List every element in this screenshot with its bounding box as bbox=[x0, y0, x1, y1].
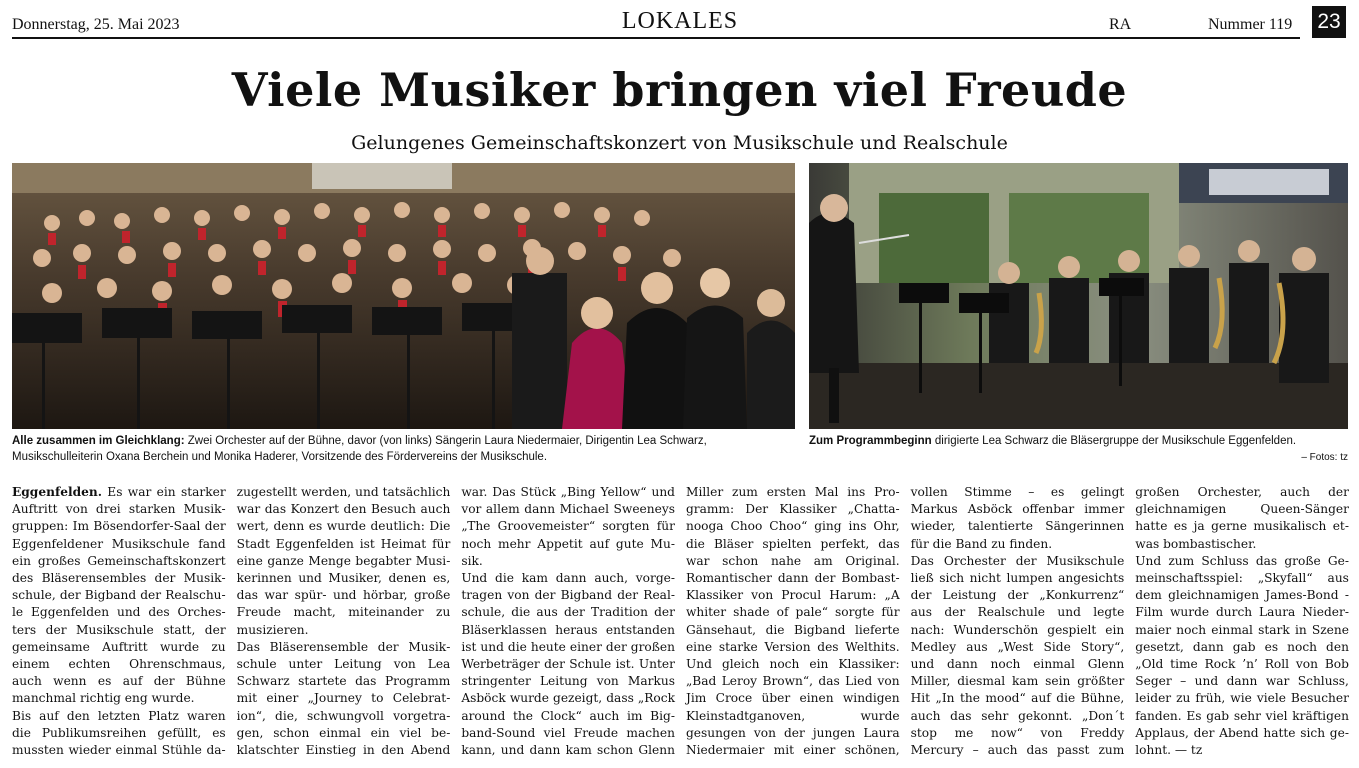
subheadline: Gelungenes Gemeinschaftskonzert von Musikschule und Realschule bbox=[351, 132, 1008, 154]
issue-number: Nummer 119 bbox=[1208, 16, 1293, 33]
issue-date: Donnerstag, 25. Mai 2023 bbox=[12, 16, 180, 33]
header-rule bbox=[12, 37, 1300, 39]
dateline: Eggenfelden. bbox=[12, 485, 102, 499]
photo-brass-ensemble bbox=[809, 163, 1348, 429]
article-body bbox=[12, 484, 1349, 764]
paragraph-3: Das Bläserensemble der Musikschule unter Leitung von Lea Schwarz startete das Programm mit einer „Journey to Celebration“, die, schwungvoll vorgetragen, schon einmal ein viel beklatschter Einstieg in den Abend war. Das Stück „Bing Yellow“ und vor allem dann Michael Sweeneys „The Groovemeister“ sorgten für noch mehr Appetit auf gute Musik. bbox=[236, 485, 675, 758]
photo-credit: – Fotos: tz bbox=[1301, 452, 1348, 463]
headline: Viele Musiker bringen viel Freude bbox=[231, 63, 1128, 117]
caption-text: dirigierte Lea Schwarz die Bläsergruppe der Musikschule Eggenfelden. bbox=[931, 435, 1297, 447]
photo-caption-ensemble bbox=[809, 433, 1348, 449]
paragraph-1: Es war ein starker Auftritt von drei starken Musikgruppen: Im Bösendorfer-Saal der Eggenfeldener Musikschule fand ein großes Gemeinschaftskonzert des Bläserensembles der Musikschule, der Bigband der Realschule Eggenfelden und des Orchesters der Musikschule statt, der gemeinsame Auftritt wurde zu einem echten Ohrenschmaus, auch wenn es auf der Bühne manchmal richtig eng wurde. bbox=[12, 485, 226, 706]
caption-text: Zwei Orchester auf der Bühne, davor (von links) Sängerin Laura Niedermaier, Dirigentin Lea Schwarz, Musikschulleiterin Oxana Berchein und Monika Haderer, Vorsitzende des Fördervereins der Musikschule. bbox=[12, 435, 707, 463]
section-title: LOKALES bbox=[621, 8, 739, 34]
article-columns bbox=[12, 484, 1349, 764]
caption-lead: Alle zusammen im Gleichklang: bbox=[12, 435, 185, 447]
caption-lead: Zum Programmbeginn bbox=[809, 435, 932, 447]
paragraph-4: Und die kam dann auch, vorgetragen von der Bigband der Realschule, die aus der Tradition der Bläserklassen heraus entstanden ist und die heute einer der großen Werbeträger der Schule ist. Unter stringenter Leitung von Markus Asböck wurde gezeigt, dass „Rock around the Clock“ auch im Bigband-Sound viel Freude machen kann, und dann kam schon Glenn Miller zum ersten Mal ins Programm: Der Klassiker „Chattanooga Choo Choo“ ging ins Ohr, die Bläser spielten perfekt, das war schon nahe am Original. Romantischer dann der Bombast-Klassiker von Procul Harum: „A whiter shade of pale“ sorgte für Gänsehaut, die Bigband lieferte eine starke Version des Welthits. Und gleich noch ein Klassiker: „Bad Leroy Brown“, das Lied von Jim Croce über einen windigen Kleinstadtganoven, wurde gesungen von der jungen Laura Niedermaier mit einer schönen, vollen Stimme – es gelingt Markus Asböck offenbar immer wieder, talentierte Sängerinnen für die Band zu finden. bbox=[461, 485, 1125, 758]
edition-code: RA bbox=[1109, 16, 1132, 33]
paragraph-5: Das Orchester der Musikschule ließ sich nicht lumpen angesichts der Leistung der „Konkurrenz“ aus der Realschule und legte nach: Wunderschön gespielt ein Medley aus „West Side Story“, und dann noch einmal Glenn Miller, diesmal kam sein größter Hit „In the mood“ auf die Bühne, auch das sehr gekonnt. „Don´t stop me now“ von Freddy Mercury – auch das passt zum großen Orchester, auch der gleichnamigen Queen-Sänger hatte es ja gerne musikalisch etwas bombastischer. bbox=[910, 485, 1349, 758]
paragraph-2: Bis auf den letzten Platz waren die Publikumsreihen gefüllt, es mussten wieder einmal Stühle dazugestellt werden, und tatsächlich war das Konzert den Besuch auch wert, denn es wurde deutlich: Die Stadt Eggenfelden ist Heimat für eine ganze Menge begabter Musikerinnen und Musiker, denen es, das war spür- und hörbar, große Freude macht, miteinander zu musizieren. bbox=[12, 485, 451, 758]
paragraph-6: Und zum Schluss das große Gemeinschaftsspiel: „Skyfall“ aus dem gleichnamigen James-Bond -Film wurde durch Laura Niedermaier noch einmal stark in Szene gesetzt, dann gab es noch den „Old time Rock ’n’ Roll von Bob Seger – und dann war Schluss, leider zu früh, wie viele Besucher fanden. Es gab sehr viel kräftigen Applaus, der Abend hatte sich gelohnt. — tz bbox=[1135, 553, 1349, 758]
photo-caption-group bbox=[12, 433, 795, 465]
page-header bbox=[12, 6, 1348, 38]
page-number: 23 bbox=[1312, 6, 1346, 38]
photo-group-orchestras bbox=[12, 163, 795, 429]
